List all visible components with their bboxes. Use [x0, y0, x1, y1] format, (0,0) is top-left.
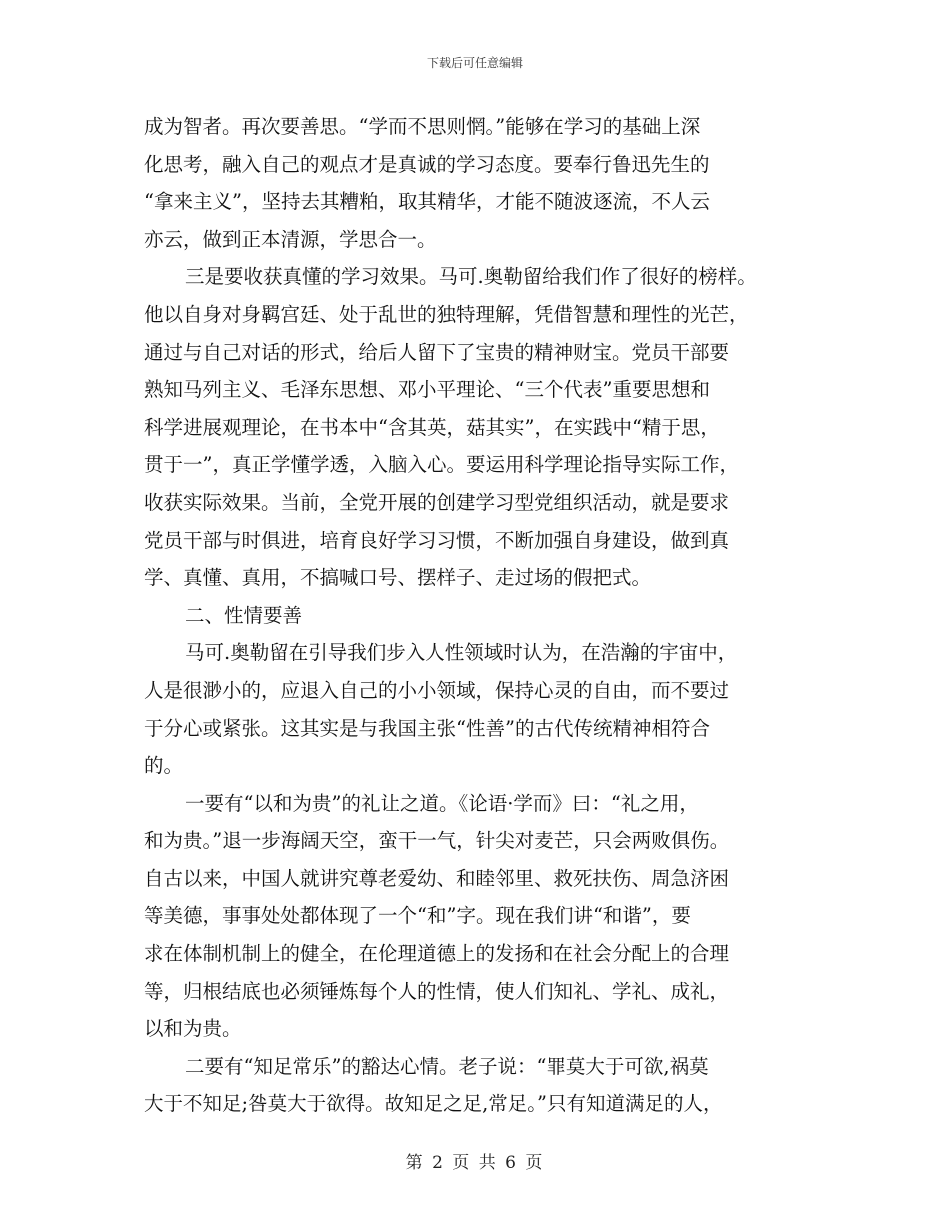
text-line: 以和为贵。	[144, 1017, 242, 1041]
text-line: 的。	[144, 754, 184, 778]
text-line: 一要有“以和为贵”的礼让之道。《论语·学而》曰：“礼之用，	[185, 791, 699, 815]
text-line: 三是要收获真懂的学习效果。马可.奥勒留给我们作了很好的榜样。	[185, 265, 757, 289]
text-line: 和为贵。”退一步海阔天空，蛮干一气，针尖对麦芒，只会两败俱伤。	[144, 829, 730, 853]
text-line: 成为智者。再次要善思。“学而不思则惘。”能够在学习的基础上深	[144, 115, 701, 138]
text-line: 求在体制机制上的健全，在伦理道德上的发扬和在社会分配上的合理	[144, 942, 730, 966]
text-line: 于分心或紧张。这其实是与我国主张“性善”的古代传统精神相符合	[144, 716, 710, 740]
text-line: “拿来主义”，坚持去其糟粕，取其精华，才能不随波逐流，不人云	[144, 190, 710, 214]
text-line: 亦云，做到正本清源，学思合一。	[144, 227, 437, 251]
text-line: 熟知马列主义、毛泽东思想、邓小平理论、“三个代表”重要思想和	[144, 378, 710, 402]
text-line: 人是很渺小的，应退入自己的小小领域，保持心灵的自由，而不要过	[144, 678, 730, 702]
text-line: 通过与自己对话的形式，给后人留下了宝贵的精神财宝。党员干部要	[144, 340, 730, 364]
text-line: 化思考，融入自己的观点才是真诚的学习态度。要奉行鲁迅先生的	[144, 152, 710, 176]
text-line: 他以自身对身羁宫廷、处于乱世的独特理解，凭借智慧和理性的光芒，	[144, 302, 749, 326]
text-line: 自古以来，中国人就讲究尊老爱幼、和睦邻里、救死扶伤、周急济困	[144, 866, 730, 890]
text-line: 收获实际效果。当前，全党开展的创建学习型党组织活动，就是要求	[144, 490, 730, 514]
text-line: 等美德，事事处处都体现了一个“和”字。现在我们讲“和谐”，要	[144, 904, 691, 928]
document-body	[144, 108, 814, 1123]
page-header: 下载后可任意编辑	[426, 56, 523, 70]
text-line: 马可.奥勒留在引导我们步入人性领域时认为，在浩瀚的宇宙中，	[185, 641, 738, 665]
text-line: 二、性情要善	[185, 603, 303, 627]
text-line: 等，归根结底也必须锤炼每个人的性情，使人们知礼、学礼、成礼，	[144, 979, 730, 1003]
text-line: 大于不知足;咎莫大于欲得。故知足之足,常足。”只有知道满足的人，	[144, 1092, 723, 1116]
text-line: 贯于一”，真正学懂学透，入脑入心。要运用科学理论指导实际工作，	[144, 453, 739, 477]
text-line: 二要有“知足常乐”的豁达心情。老子说：“罪莫大于可欲,祸莫	[185, 1054, 709, 1078]
text-line: 党员干部与时俱进，培育良好学习习惯，不断加强自身建设，做到真	[144, 528, 730, 552]
text-line: 学、真懂、真用，不搞喊口号、摆样子、走过场的假把式。	[144, 566, 652, 590]
page-number-footer: 第 2 页 共 6 页	[405, 1153, 545, 1173]
text-line: 科学进展观理论，在书本中“含其英，菇其实”，在实践中“精于思，	[144, 415, 720, 439]
